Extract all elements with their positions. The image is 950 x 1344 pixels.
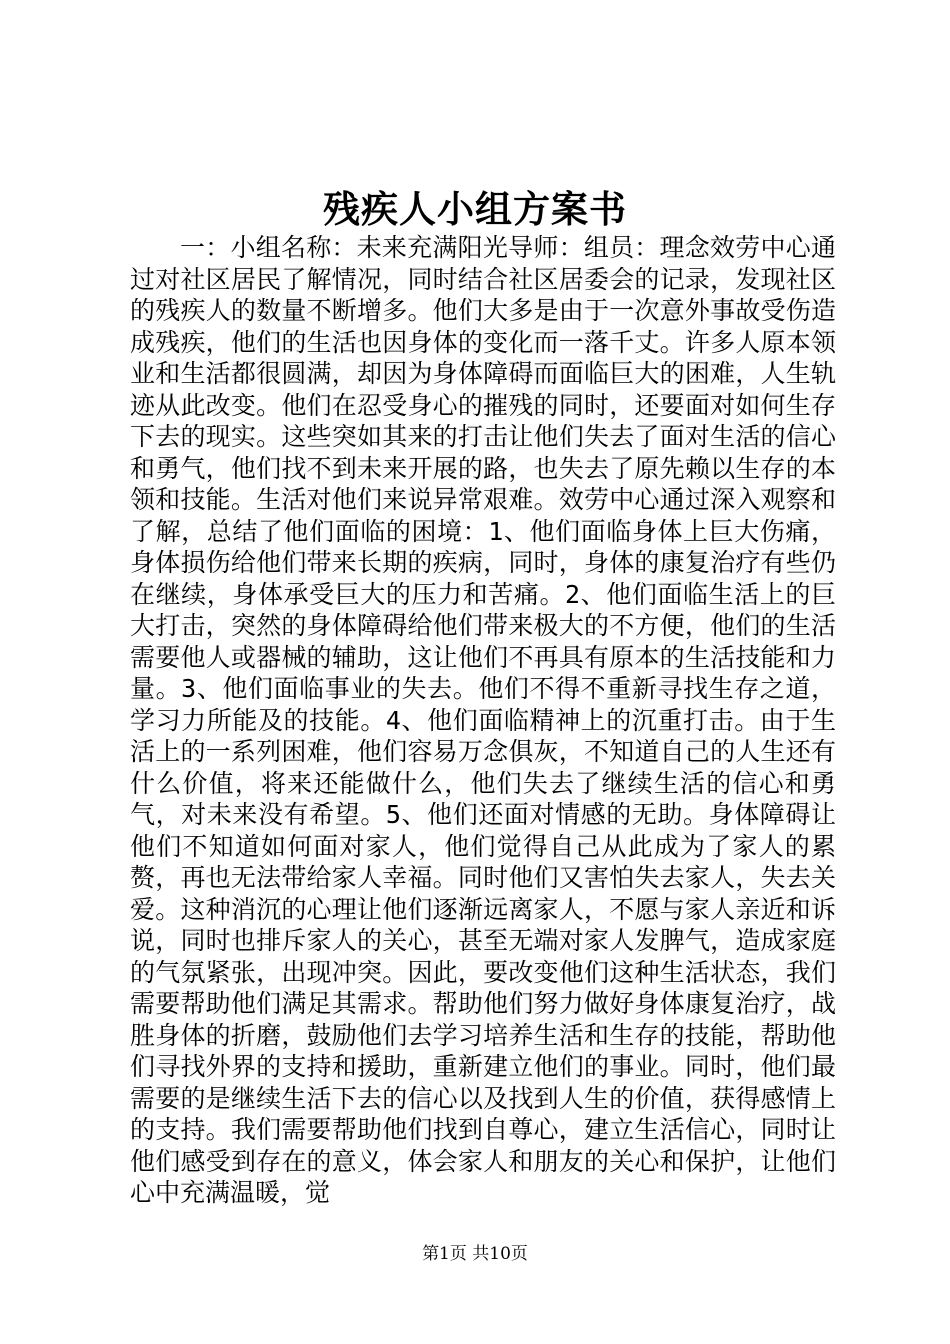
document-title: 残疾人小组方案书 bbox=[323, 187, 627, 231]
page-footer bbox=[0, 1243, 950, 1265]
page-total: 共10页 bbox=[472, 1244, 528, 1264]
page-number: 第1页 bbox=[422, 1244, 467, 1264]
document-body-paragraph: 一：小组名称：未来充满阳光导师：组员：理念效劳中心通过对社区居民了解情况，同时结合社区居委会的记录，发现社区的残疾人的数量不断增多。他们大多是由于一次意外事故受伤造成残疾，他们的生活也因身体的变化而一落千丈。许多人原本领业和生活都很圆满，却因为身体障碍而面临巨大的困难，人生轨迹从此改变。他们在忍受身心的摧残的同时，还要面对如何生存下去的现实。这些突如其来的打击让他们失去了面对生活的信心和勇气，他们找不到未来开展的路，也失去了原先赖以生存的本领和技能。生活对他们来说异常艰难。效劳中心通过深入观察和了解，总结了他们面临的困境：1、他们面临身体上巨大伤痛，身体损伤给他们带来长期的疾病，同时，身体的康复治疗有些仍在继续，身体承受巨大的压力和苦痛。2、他们面临生活上的巨大打击，突然的身体障碍给他们带来极大的不方便，他们的生活需要他人或器械的辅助，这让他们不再具有原本的生活技能和力量。3、他们面临事业的失去。他们不得不重新寻找生存之道，学习力所能及的技能。4、他们面临精神上的沉重打击。由于生活上的一系列困难，他们容易万念俱灰，不知道自己的人生还有什么价值，将来还能做什么，他们失去了继续生活的信心和勇气，对未来没有希望。5、他们还面对情感的无助。身体障碍让他们不知道如何面对家人，他们觉得自己从此成为了家人的累赘，再也无法带给家人幸福。同时他们又害怕失去家人，失去关爱。这种消沉的心理让他们逐渐远离家人，不愿与家人亲近和诉说，同时也排斥家人的关心，甚至无端对家人发脾气，造成家庭的气氛紧张，出现冲突。因此，要改变他们这种生活状态，我们需要帮助他们满足其需求。帮助他们努力做好身体康复治疗，战胜身体的折磨，鼓励他们去学习培养生活和生存的技能，帮助他们寻找外界的支持和援助，重新建立他们的事业。同时，他们最需要的是继续生活下去的信心以及找到人生的价值，获得感情上的支持。我们需要帮助他们找到自尊心，建立生活信心，同时让他们感受到存在的意义，体会家人和朋友的关心和保护，让他们心中充满温暖，觉 bbox=[130, 233, 836, 1207]
